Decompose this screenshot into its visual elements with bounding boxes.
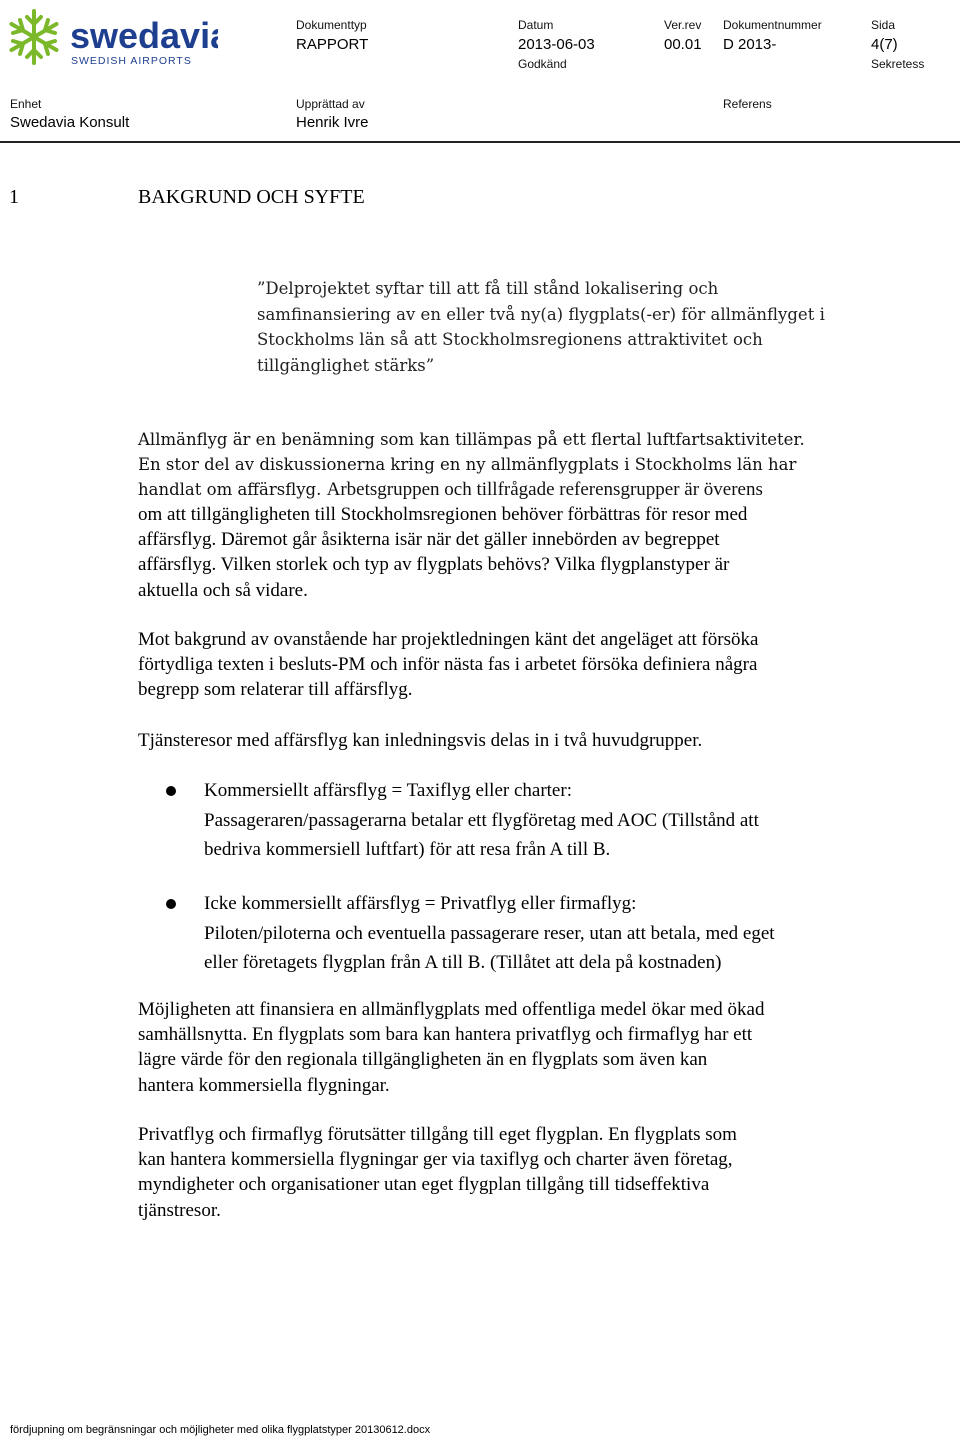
text-line: begrepp som relaterar till affärsflyg. bbox=[138, 679, 413, 701]
text-line: tjänstresor. bbox=[138, 1199, 221, 1221]
text-line: En stor del av diskussionerna kring en ny allmänflygplats i Stockholms län har bbox=[138, 455, 797, 475]
text-line: aktuella och så vidare. bbox=[138, 579, 308, 601]
dokumentnummer-value: D 2013- bbox=[723, 36, 777, 53]
project-quote bbox=[257, 276, 857, 378]
dokumentnummer-label: Dokumentnummer bbox=[723, 18, 822, 32]
upprattad-label: Upprättad av bbox=[296, 97, 365, 111]
referens-label: Referens bbox=[723, 97, 772, 111]
svg-text:swedavia: swedavia bbox=[70, 15, 218, 56]
text-line: Piloten/piloterna och eventuella passagerare reser, utan att betala, med eget bbox=[204, 922, 775, 944]
text-line: Möjligheten att finansiera en allmänflygplats med offentliga medel ökar med ökad bbox=[138, 999, 765, 1020]
verrev-label: Ver.rev bbox=[664, 18, 702, 32]
text-fragment: Arbetsgruppen och tillfrågade referensgrupper är överens bbox=[326, 479, 763, 501]
paragraph-arbetsgruppen bbox=[138, 502, 868, 603]
text-line: hantera kommersiella flygningar. bbox=[138, 1074, 390, 1096]
text-line: myndigheter och organisationer utan eget flygplan tillgång till tidseffektiva bbox=[138, 1174, 710, 1196]
text-line: om att tillgängligheten till Stockholmsregionen behöver förbättras för resor med bbox=[138, 504, 748, 525]
text-line: affärsflyg. Vilken storlek och typ av flygplats behövs? Vilka flygplanstyper är bbox=[138, 554, 730, 576]
text-line: kan hantera kommersiella flygningar ger via taxiflyg och charter även företag, bbox=[138, 1149, 733, 1171]
paragraph-mot-bakgrund bbox=[138, 627, 868, 703]
text-line: Privatflyg och firmaflyg förutsätter tillgång till eget flygplan. En flygplats som bbox=[138, 1124, 737, 1145]
bullet-dot-icon bbox=[166, 899, 176, 909]
bullet-item bbox=[204, 889, 904, 978]
text-line: Icke kommersiellt affärsflyg = Privatflyg eller firmaflyg: bbox=[204, 893, 637, 914]
text-line: lägre värde för den regionala tillgängligheten än en flygplats som även kan bbox=[138, 1049, 708, 1071]
dokumenttyp-value: RAPPORT bbox=[296, 36, 369, 53]
svg-text:SWEDISH AIRPORTS: SWEDISH AIRPORTS bbox=[71, 55, 192, 67]
text-line: Tjänsteresor med affärsflyg kan inledningsvis delas in i två huvudgrupper. bbox=[138, 730, 703, 751]
text-line: samhällsnytta. En flygplats som bara kan hantera privatflyg och firmaflyg har ett bbox=[138, 1024, 753, 1046]
section-title: BAKGRUND OCH SYFTE bbox=[138, 186, 365, 208]
swedavia-logo bbox=[4, 6, 218, 68]
text-line: Allmänflyg är en benämning som kan tillämpas på ett flertal luftfartsaktiviteter. bbox=[138, 430, 805, 449]
text-line: Kommersiellt affärsflyg = Taxiflyg eller charter: bbox=[204, 780, 572, 801]
text-line: affärsflyg. Däremot går åsikterna isär när det gäller innebörden av begreppet bbox=[138, 529, 720, 551]
quote-line: ”Delprojektet syftar till att få till stånd lokalisering och bbox=[257, 279, 719, 298]
sida-value: 4(7) bbox=[871, 36, 898, 53]
footer-filename: fördjupning om begränsningar och möjligheter med olika flygplatstyper 20130612.docx bbox=[10, 1424, 431, 1436]
text-line bbox=[138, 477, 838, 502]
text-line: Passageraren/passagerarna betalar ett flygföretag med AOC (Tillstånd att bbox=[204, 809, 759, 831]
godkand-label: Godkänd bbox=[518, 57, 567, 71]
text-line: eller företagets flygplan från A till B. (Tillåtet att dela på kostnaden) bbox=[204, 952, 722, 973]
datum-label: Datum bbox=[518, 18, 554, 32]
bullet-item bbox=[204, 776, 904, 865]
text-line: Mot bakgrund av ovanstående har projektledningen känt det angeläget att försöka bbox=[138, 629, 759, 650]
text-line: förtydliga texten i besluts-PM och inför nästa fas i arbetet försöka definiera några bbox=[138, 654, 758, 676]
section-number: 1 bbox=[9, 186, 19, 208]
enhet-label: Enhet bbox=[10, 97, 42, 111]
sida-label: Sida bbox=[871, 18, 896, 32]
verrev-value: 00.01 bbox=[664, 36, 702, 53]
text-fragment: handlat om affärsflyg. bbox=[138, 480, 322, 500]
paragraph-tjansteresor bbox=[138, 728, 868, 753]
sekretess-label: Sekretess bbox=[871, 57, 925, 71]
upprattad-value: Henrik Ivre bbox=[296, 114, 369, 131]
snowflake-icon bbox=[4, 6, 218, 68]
header-divider bbox=[0, 141, 960, 143]
quote-line: tillgänglighet stärks” bbox=[257, 355, 435, 375]
quote-line: Stockholms län så att Stockholmsregionens attraktivitet och bbox=[257, 330, 763, 349]
paragraph-allmanflyg bbox=[138, 427, 838, 503]
paragraph-mojligheten bbox=[138, 997, 868, 1098]
quote-line: samfinansiering av en eller två ny(a) flygplats(-er) för allmänflyget i bbox=[257, 304, 825, 324]
paragraph-privatflyg bbox=[138, 1122, 868, 1223]
bullet-dot-icon bbox=[166, 786, 176, 796]
datum-value: 2013-06-03 bbox=[518, 36, 595, 53]
text-line: bedriva kommersiell luftfart) för att resa från A till B. bbox=[204, 839, 611, 860]
dokumenttyp-label: Dokumenttyp bbox=[296, 18, 367, 32]
enhet-value: Swedavia Konsult bbox=[10, 114, 130, 131]
